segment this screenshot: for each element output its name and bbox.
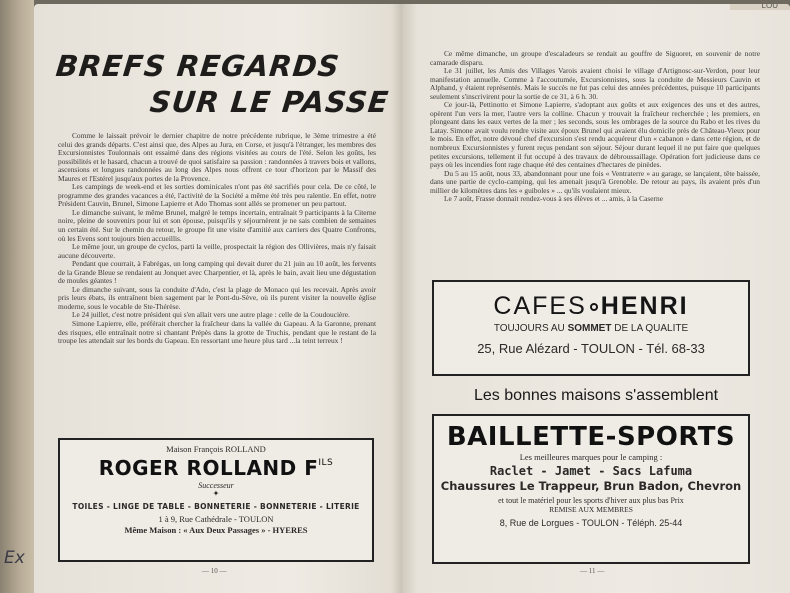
- henri-word: HENRI: [600, 292, 689, 320]
- cafes-henri-name: [434, 292, 748, 321]
- paragraph: Les campings de week-end et les sorties dominicales n'ont pas été sacrifiés pour cela. De ce côté, le programme des grandes vacances a été, l'activité de la Société a même été très peu ralentie. En effet, notre Président Cauvin, Brunel, Simone Lapierre et Ado Thomas sont allés se promener un peu partout.: [58, 182, 376, 209]
- paragraph: Le 24 juillet, c'est notre président qui s'en allait vers une autre plage : celle de la Coudoucière.: [72, 310, 350, 320]
- cafes-tagline: [434, 323, 748, 334]
- table-surface: [0, 0, 34, 593]
- ad-address: 1 à 9, Rue Cathédrale - TOULON: [158, 514, 274, 524]
- ad-products: TOILES - LINGE DE TABLE - BONNETERIE - BONNETERIE - LITERIE: [72, 502, 360, 511]
- paragraph: Du 5 au 15 août, nous 33, abandonnant pour une fois « Ventraterre » au garage, se lançaient, tête baissée, dans une partie de cyclo-camping, qui les amenait jusqu'à Grenoble. De retour au pays, ils avaient près d'un millier de kilomètres dans les « guiboles » ... qu'ils voulaient mieux.: [430, 168, 760, 195]
- paragraph: Ce même dimanche, un groupe d'escaladeurs se rendait au gouffre de Siguoret, en souvenir de notre camarade disparu.: [430, 50, 760, 67]
- slogan: Les bonnes maisons s'assemblent: [473, 387, 719, 404]
- paragraph: Ce jour-là, Pettinotto et Simone Lapierre, s'adoptant aux goûts et aux exigences des uns et des autres, opèrent l'un vers la mer, l'autre vers la colline. Chacun y trouvait la fraîcheur recherchée ; les premiers, en plongeant dans les eaux vertes de la mer ; les seconds, sous les ombrages de la source du Rabo et les rives du Latay. Simone avait voulu rendre visite aux époux Brunel qui avaient élu domicile près de Château-Vieux pour le mois. En effet, notre dévoué chef d'excursion s'est rendu acquéreur d'un « cabanon » dans cette région, et de nombreux Excursionnistes y furent reçus pendant son séjour. Séjour durant lequel il ne put faire que quelques petites excursions, tellement il fut occupé à des travaux de débroussaillage. Opération fort judicieuse dans ce pays où les incendies font rage chaque été des centaines d'hectares de pinèdes.: [430, 100, 760, 170]
- tagline-bold: SOMMET: [567, 323, 612, 334]
- paragraph: Le même jour, un groupe de cyclos, parti la veille, prospectait la région des Ollivières, mais n'y faisait aucune découverte.: [58, 242, 376, 260]
- cafes-henri-advertisement: [432, 280, 750, 376]
- cafes-address: 25, Rue Alézard - TOULON - Tél. 68-33: [477, 341, 705, 356]
- paragraph: Le dimanche suivant, sous la conduite d'Ado, c'est la plage de Monaco qui les recevait. Après avoir pris leurs ébats, ils entraînent bien sagement par le Pont-du-Sève, où ils purent visiter la nouvelle église moderne, sous le vocable de Ste-Thérèse.: [58, 284, 376, 311]
- page-number-right: — 11 —: [580, 567, 605, 575]
- paragraph: Le dimanche suivant, le même Brunel, malgré le temps incertain, entraînait 9 participants à la Citerne noire, pleine de souvenirs pour lui et son épouse, puisqu'ils y séjournèrent je ne sais combien de semaines un certain été. Sur le chemin du retour, le groupe fit une visite d'amitié aux carriers des Quatre Confronts, où les Evens sont toujours bien accueillis.: [58, 207, 376, 243]
- page-title-line-1: BREFS REGARDS: [54, 49, 342, 83]
- left-page: [34, 4, 402, 593]
- corner-text: LOU: [761, 4, 778, 10]
- paragraph: Comme le laissait prévoir le dernier chapitre de notre précédente rubrique, le 3ème trimestre a été celui des grands départs. C'est ainsi que, des Alpes au Jura, en Corse, et jusqu'à l'étranger, les membres des Excursionnistes Toulonnais ont essaimé dans des régions visitées au cours de l'été. Selon les goûts, les possibilités et le hasard, chacun a trouvé de quoi satisfaire sa passion : randonnées à travers bois et vallons, ascensions et longues randonnées au long des Alpes nous offrent ce tour d'horizon par le Massif des Maures et l'Estérel jusqu'aux portes de la Provence.: [58, 132, 376, 183]
- baillette-subtitle: Les meilleures marques pour le camping :: [519, 452, 663, 462]
- page-title-line-2: SUR LE PASSE: [148, 85, 391, 119]
- paragraph: Simone Lapierre, elle, préférait chercher la fraîcheur dans la vallée du Gapeau. A la Garonne, prenant des risques, elle entraînait notre si chantant Prépès dans la grotte de Truchis, pendant que le restant de la troupe les attendait sur les bords du Gapeau. En ressortant une heure plus tard ...la teint terreux !: [58, 319, 376, 346]
- ad-brand: [60, 456, 372, 480]
- article-body-left: [58, 132, 376, 432]
- tagline-pre: TOUJOURS AU: [493, 323, 565, 334]
- paragraph: Le 31 juillet, les Amis des Villages Varois avaient choisi le village d'Artignosc-sur-Verdon, pour leur manifestation annuelle. Comme à l'accoutumée, Excursionnistes, sous la conduite de Messieurs Cauvin et Alphand, y étaient représentés. Mais le succès ne fut pas celui des années précédentes, puisque 10 participants seulement s'inscrivirent pour la sortie de ce 31, à 6 h. 30.: [430, 66, 760, 101]
- page-number-left: — 10 —: [202, 567, 227, 575]
- baillette-address: 8, Rue de Lorgues - TOULON - Téléph. 25-44: [499, 518, 683, 528]
- baillette-brands: Raclet - Jamet - Sacs Lafuma: [489, 464, 693, 478]
- ad-brand-sup: ILS: [318, 458, 334, 468]
- coffee-bean-icon: [590, 303, 598, 311]
- ad-maison: Maison François ROLLAND: [166, 444, 266, 454]
- paragraph: Pendant que courrait, à Fabrégas, un long camping qui devait durer du 21 juin au 10 août, les fervents de la Grande Bleue se rendaient au Jonquet avec Charpentier, et là, après le bain, avait lieu une dégustation de moules géantes !: [58, 259, 376, 286]
- baillette-shoes: Chaussures Le Trappeur, Brun Badon, Chevron: [440, 479, 742, 493]
- ad-other-shop: Même Maison : « Aux Deux Passages » - HYERES: [124, 525, 308, 535]
- ad-brand-text: ROGER ROLLAND F: [98, 456, 319, 480]
- rolland-advertisement: [58, 438, 374, 562]
- article-body-right: [430, 50, 760, 266]
- cafes-word: CAFES: [493, 292, 587, 320]
- baillette-name: BAILLETTE-SPORTS: [446, 422, 736, 452]
- tagline-post: DE LA QUALITE: [614, 323, 689, 334]
- paragraph: Le 7 août, Frasse donnait rendez-vous à ses élèves et ... amis, à la Caserne: [444, 194, 663, 204]
- ornament-icon: ✦: [212, 489, 220, 498]
- baillette-all-gear: et tout le matériel pour les sports d'hiver aux plus bas Prix: [498, 496, 684, 505]
- baillette-discount: REMISE AUX MEMBRES: [549, 505, 633, 514]
- ad-successeur: Successeur: [198, 481, 234, 490]
- right-page: [402, 4, 790, 593]
- page-corner: [730, 4, 790, 10]
- handwritten-margin-note: Ex: [4, 548, 25, 568]
- baillette-sports-advertisement: [432, 414, 750, 564]
